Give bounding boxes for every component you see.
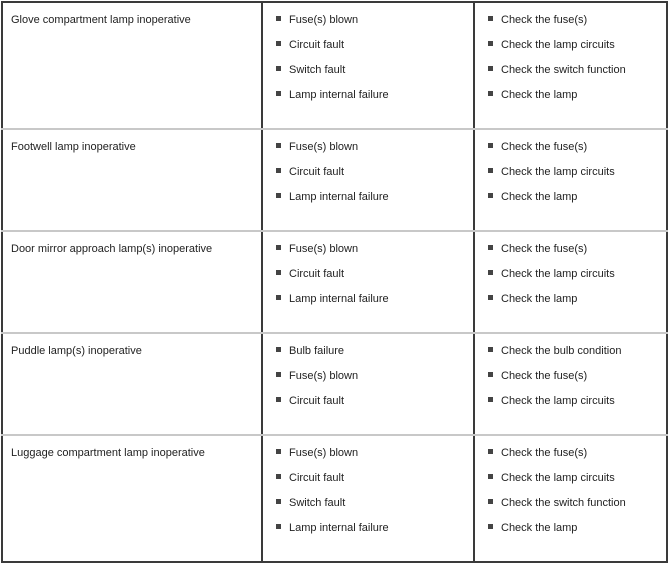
cause-text: Fuse(s) blown xyxy=(289,447,359,459)
list-item xyxy=(271,496,473,521)
list-item xyxy=(271,190,473,215)
table-row xyxy=(2,333,667,435)
bullet-square-icon xyxy=(276,524,281,529)
list-item xyxy=(271,63,473,88)
action-text: Check the fuse(s) xyxy=(501,447,588,459)
bullet-square-icon xyxy=(276,41,281,46)
cause-text: Lamp internal failure xyxy=(289,522,389,534)
action-text: Check the lamp circuits xyxy=(501,395,615,407)
causes-list xyxy=(271,13,473,113)
bullet-square-icon xyxy=(488,66,493,71)
action-text: Check the lamp xyxy=(501,522,578,534)
list-item xyxy=(483,471,666,496)
cause-text: Switch fault xyxy=(289,497,346,509)
list-item xyxy=(483,88,666,113)
list-item xyxy=(483,446,666,471)
causes-list xyxy=(271,242,473,317)
symptom-cell xyxy=(2,435,262,562)
list-item xyxy=(271,292,473,317)
bullet-square-icon xyxy=(488,397,493,402)
bullet-square-icon xyxy=(276,270,281,275)
list-item xyxy=(271,13,473,38)
action-cell xyxy=(474,129,667,231)
bullet-square-icon xyxy=(488,193,493,198)
actions-list xyxy=(483,13,666,113)
bullet-square-icon xyxy=(488,41,493,46)
table-row xyxy=(2,2,667,129)
list-item xyxy=(483,267,666,292)
actions-list xyxy=(483,344,666,419)
list-item xyxy=(271,521,473,546)
action-text: Check the lamp circuits xyxy=(501,472,615,484)
actions-list xyxy=(483,140,666,215)
bullet-square-icon xyxy=(488,524,493,529)
actions-list xyxy=(483,446,666,546)
cause-text: Circuit fault xyxy=(289,268,345,280)
cause-text: Fuse(s) blown xyxy=(289,141,359,153)
bullet-square-icon xyxy=(276,499,281,504)
possible-causes-cell xyxy=(262,129,474,231)
symptom-text: Luggage compartment lamp inoperative xyxy=(11,447,205,459)
bullet-square-icon xyxy=(488,245,493,250)
cause-text: Fuse(s) blown xyxy=(289,243,359,255)
cause-text: Circuit fault xyxy=(289,395,345,407)
list-item xyxy=(483,394,666,419)
bullet-square-icon xyxy=(488,295,493,300)
cause-text: Fuse(s) blown xyxy=(289,370,359,382)
cause-text: Circuit fault xyxy=(289,166,345,178)
cause-text: Lamp internal failure xyxy=(289,293,389,305)
symptom-text: Glove compartment lamp inoperative xyxy=(11,14,191,26)
list-item xyxy=(483,496,666,521)
action-cell xyxy=(474,435,667,562)
list-item xyxy=(483,63,666,88)
bullet-square-icon xyxy=(488,372,493,377)
bullet-square-icon xyxy=(488,347,493,352)
list-item xyxy=(483,369,666,394)
list-item xyxy=(483,13,666,38)
bullet-square-icon xyxy=(488,449,493,454)
bullet-square-icon xyxy=(488,474,493,479)
list-item xyxy=(483,38,666,63)
bullet-square-icon xyxy=(276,295,281,300)
action-text: Check the fuse(s) xyxy=(501,14,588,26)
bullet-square-icon xyxy=(276,66,281,71)
action-text: Check the lamp xyxy=(501,293,578,305)
cause-text: Circuit fault xyxy=(289,472,345,484)
cause-text: Lamp internal failure xyxy=(289,191,389,203)
table-row xyxy=(2,129,667,231)
possible-causes-cell xyxy=(262,2,474,129)
bullet-square-icon xyxy=(276,372,281,377)
cause-text: Fuse(s) blown xyxy=(289,14,359,26)
list-item xyxy=(271,88,473,113)
possible-causes-cell xyxy=(262,231,474,333)
list-item xyxy=(483,292,666,317)
list-item xyxy=(271,165,473,190)
causes-list xyxy=(271,446,473,546)
cause-text: Circuit fault xyxy=(289,39,345,51)
actions-list xyxy=(483,242,666,317)
possible-causes-cell xyxy=(262,333,474,435)
symptom-text: Door mirror approach lamp(s) inoperative xyxy=(11,243,213,255)
cause-text: Switch fault xyxy=(289,64,346,76)
list-item xyxy=(483,140,666,165)
bullet-square-icon xyxy=(276,474,281,479)
bullet-square-icon xyxy=(488,91,493,96)
causes-list xyxy=(271,344,473,419)
list-item xyxy=(271,140,473,165)
list-item xyxy=(483,242,666,267)
list-item xyxy=(483,344,666,369)
action-text: Check the lamp xyxy=(501,191,578,203)
list-item xyxy=(483,165,666,190)
list-item xyxy=(483,190,666,215)
bullet-square-icon xyxy=(488,16,493,21)
list-item xyxy=(271,446,473,471)
bullet-square-icon xyxy=(488,499,493,504)
bullet-square-icon xyxy=(276,91,281,96)
list-item xyxy=(271,267,473,292)
list-item xyxy=(271,242,473,267)
action-cell xyxy=(474,231,667,333)
causes-list xyxy=(271,140,473,215)
bullet-square-icon xyxy=(276,347,281,352)
symptom-text: Puddle lamp(s) inoperative xyxy=(11,345,142,357)
symptom-cell xyxy=(2,2,262,129)
list-item xyxy=(271,344,473,369)
bullet-square-icon xyxy=(276,245,281,250)
table-row xyxy=(2,231,667,333)
bullet-square-icon xyxy=(276,16,281,21)
possible-causes-cell xyxy=(262,435,474,562)
symptom-chart-table xyxy=(1,1,668,563)
bullet-square-icon xyxy=(276,397,281,402)
bullet-square-icon xyxy=(488,143,493,148)
bullet-square-icon xyxy=(488,168,493,173)
symptom-cell xyxy=(2,333,262,435)
bullet-square-icon xyxy=(488,270,493,275)
cause-text: Bulb failure xyxy=(289,345,345,357)
action-text: Check the fuse(s) xyxy=(501,370,588,382)
action-text: Check the lamp circuits xyxy=(501,166,615,178)
action-cell xyxy=(474,2,667,129)
bullet-square-icon xyxy=(276,143,281,148)
list-item xyxy=(271,38,473,63)
action-text: Check the switch function xyxy=(501,497,626,509)
action-cell xyxy=(474,333,667,435)
bullet-square-icon xyxy=(276,193,281,198)
list-item xyxy=(271,394,473,419)
bullet-square-icon xyxy=(276,168,281,173)
action-text: Check the bulb condition xyxy=(501,345,622,357)
action-text: Check the switch function xyxy=(501,64,626,76)
list-item xyxy=(271,471,473,496)
list-item xyxy=(271,369,473,394)
symptom-cell xyxy=(2,129,262,231)
action-text: Check the lamp circuits xyxy=(501,39,615,51)
list-item xyxy=(483,521,666,546)
symptom-cell xyxy=(2,231,262,333)
table-row xyxy=(2,435,667,562)
symptom-text: Footwell lamp inoperative xyxy=(11,141,136,153)
cause-text: Lamp internal failure xyxy=(289,89,389,101)
action-text: Check the fuse(s) xyxy=(501,243,588,255)
action-text: Check the lamp circuits xyxy=(501,268,615,280)
action-text: Check the lamp xyxy=(501,89,578,101)
action-text: Check the fuse(s) xyxy=(501,141,588,153)
bullet-square-icon xyxy=(276,449,281,454)
